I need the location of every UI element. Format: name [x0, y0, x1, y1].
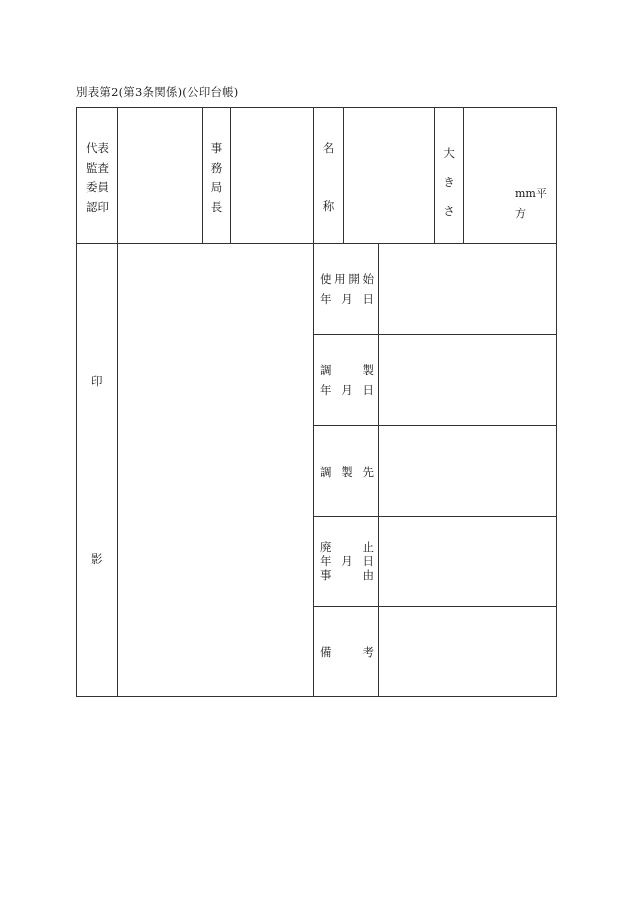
remarks-field[interactable]: [379, 607, 556, 696]
seal-impression-label-1: 印: [91, 374, 103, 388]
representative-seal-field[interactable]: [118, 108, 202, 243]
maker-field[interactable]: [379, 426, 556, 516]
representative-auditor-label: 代表 監査 委員 認印: [86, 141, 109, 214]
maker-label: 調 製 先: [320, 465, 374, 479]
divider: [463, 108, 464, 243]
abolish-label: 廃 止 年 月 日 事 由: [320, 540, 374, 582]
form-caption: 別表第2(第3条関係)(公印台帳): [76, 85, 239, 99]
secretary-seal-field[interactable]: [231, 108, 313, 243]
made-date-field[interactable]: [379, 335, 556, 425]
seal-impression-field[interactable]: [118, 244, 313, 696]
seal-impression-label-2: 影: [91, 552, 103, 566]
made-date-label: 調 製 年 月 日: [320, 363, 374, 397]
size-unit: mm平方: [515, 187, 547, 220]
usage-start-date-label: 使 用 開 始 年 月 日: [320, 272, 374, 306]
divider: [313, 243, 314, 696]
seal-ledger-form: [76, 107, 557, 697]
size-label: 大 き さ: [443, 146, 455, 218]
abolish-field[interactable]: [379, 517, 556, 606]
name-label: 名 称: [322, 141, 335, 213]
remarks-label: 備 考: [320, 645, 374, 659]
secretary-general-label: 事 務 局 長: [210, 141, 223, 214]
usage-start-date-field[interactable]: [379, 244, 556, 334]
name-field[interactable]: [344, 108, 434, 243]
